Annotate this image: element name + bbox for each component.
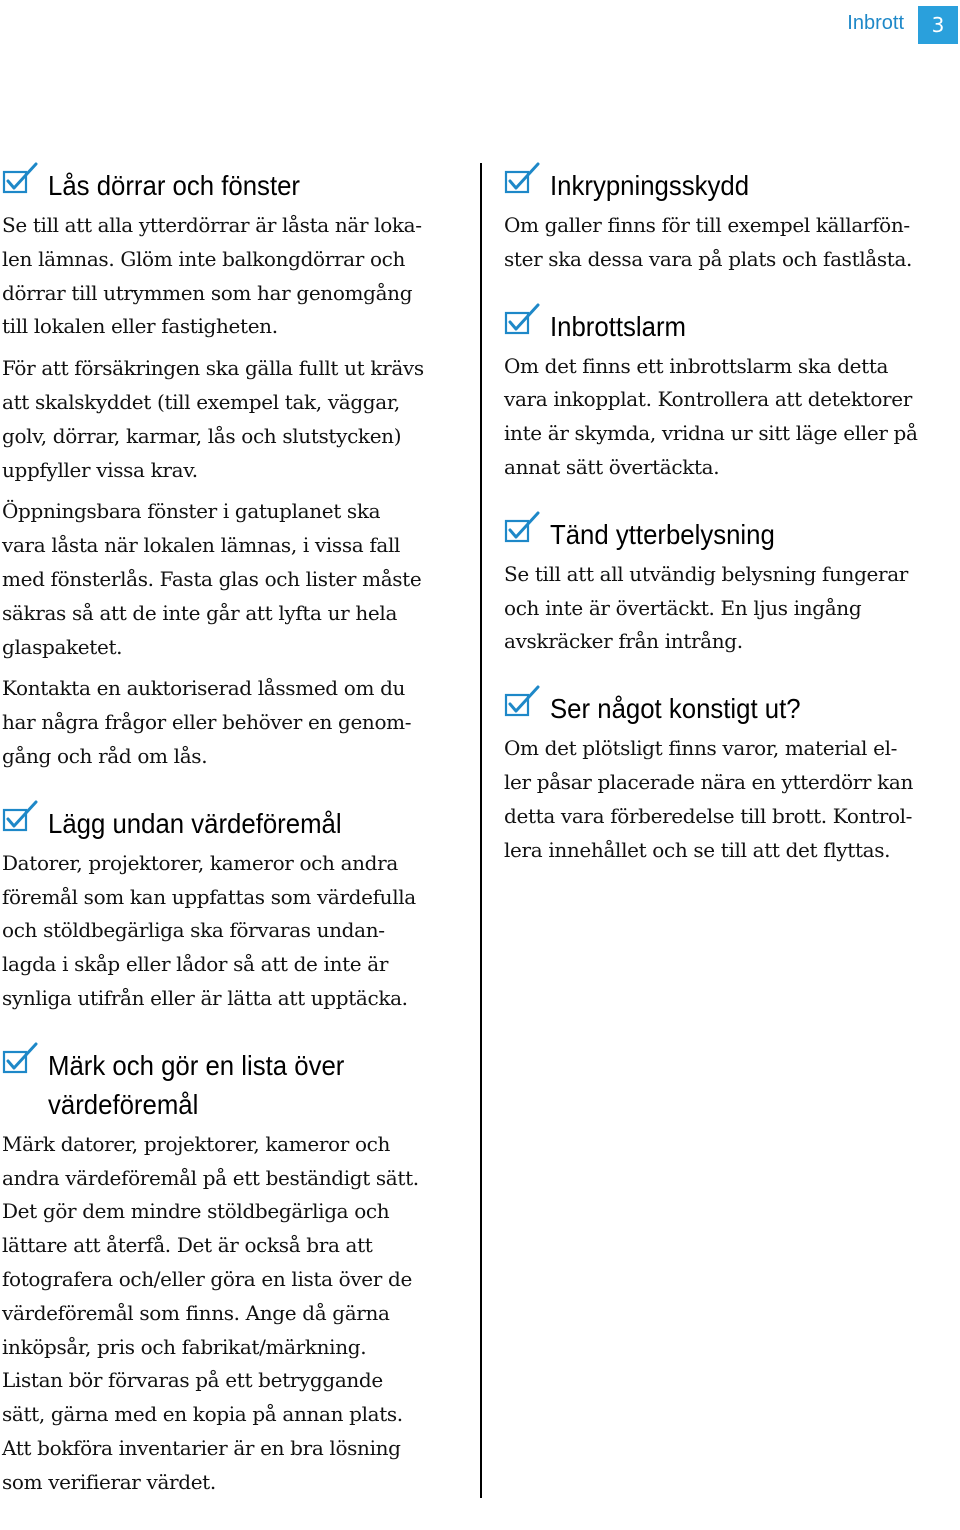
section-inbrottslarm — [504, 307, 960, 485]
section-header — [2, 1046, 472, 1124]
checkbox-checked-icon — [2, 800, 42, 834]
section-ser-nagot-konstigt — [504, 689, 960, 867]
page-number-badge: 3 — [918, 6, 958, 44]
paragraph: Se till att all utvändig belysning fungerar och inte är övertäckt. En ljus ingång avskräcker från intrång. — [504, 561, 909, 654]
section-heading: Lås dörrar och fönster — [48, 170, 301, 201]
paragraph: Om det plötsligt finns varor, material el- ler påsar placerade nära en ytterdörr kan detta vara förberedelse till brott. Kontrol- lera innehållet och se till att det flyttas. — [504, 736, 914, 862]
checkbox-checked-icon — [2, 162, 42, 196]
section-inkrypningsskydd — [504, 166, 960, 277]
section-header — [2, 166, 472, 205]
paragraph: För att försäkringen ska gälla fullt ut krävs att skalskyddet (till exempel tak, väggar, golv, dörrar, karmar, lås och slutstycken) uppfyller vissa krav. — [2, 356, 424, 482]
section-heading: Ser något konstigt ut? — [550, 693, 801, 725]
paragraph: Datorer, projektorer, kameror och andra föremål som kan uppfattas som värdefulla och stöldbegärliga ska förvaras undan- lagda i skåp eller lådor så att de inte är synliga utifrån eller är lätta att upptäcka. — [2, 850, 416, 1010]
checkbox-checked-icon — [504, 303, 544, 337]
column-divider — [480, 163, 482, 1498]
section-heading: Lägg undan värdeföremål — [48, 807, 342, 839]
checkbox-checked-icon — [504, 162, 544, 196]
left-column — [2, 166, 472, 1530]
section-lagg-undan — [2, 804, 472, 1016]
section-mark-lista — [2, 1046, 472, 1500]
header-title: Inbrott — [847, 12, 904, 34]
paragraph: Märk datorer, projektorer, kameror och andra värdeföremål på ett beständigt sätt. Det gör dem mindre stöldbegärliga och lättare att återfå. Det är också bra att fotografera och/eller göra en lista över de värdeföremål som finns. Ange då gärna inköpsår, pris och fabrikat/märkning. Listan bör förvaras på ett betryggande sätt, gärna med en kopia på annan plats. Att bokföra inventarier är en bra lösning som verifierar värdet. — [2, 1131, 419, 1494]
section-header — [2, 804, 472, 843]
paragraph: Kontakta en auktoriserad låssmed om du har några frågor eller behöver en genom- gång och råd om lås. — [2, 676, 412, 768]
paragraph: Se till att alla ytterdörrar är låsta när loka- len lämnas. Glöm inte balkongdörrar och dörrar till utrymmen som har genomgång till lokalen eller fastigheten. — [2, 213, 422, 339]
right-column — [504, 166, 960, 897]
section-heading: Märk och gör en lista över värdeföremål — [48, 1049, 345, 1120]
paragraph: Öppningsbara fönster i gatuplanet ska vara låsta när lokalen lämnas, i vissa fall med fönsterlås. Fasta glas och lister måste säkras så att de inte går att lyfta ur hela glaspaketet. — [2, 499, 422, 659]
section-header — [504, 307, 960, 346]
checkbox-checked-icon — [504, 685, 544, 719]
section-heading: Inkrypningsskydd — [550, 170, 750, 201]
paragraph: Om galler finns för till exempel källarfön- ster ska dessa vara på plats och fastlåsta. — [504, 213, 913, 271]
checkbox-checked-icon — [504, 511, 544, 545]
section-header — [504, 166, 960, 205]
section-heading: Tänd ytterbelysning — [550, 518, 775, 550]
section-las-dorrar — [2, 166, 472, 774]
checkbox-checked-icon — [2, 1042, 42, 1076]
section-heading: Inbrottslarm — [550, 310, 687, 342]
section-header — [504, 515, 960, 554]
paragraph: Om det finns ett inbrottslarm ska detta vara inkopplat. Kontrollera att detektorer inte är skymda, vridna ur sitt läge eller på annat sätt övertäckta. — [504, 353, 918, 479]
section-tand-ytterbelysning — [504, 515, 960, 659]
section-header — [504, 689, 960, 728]
